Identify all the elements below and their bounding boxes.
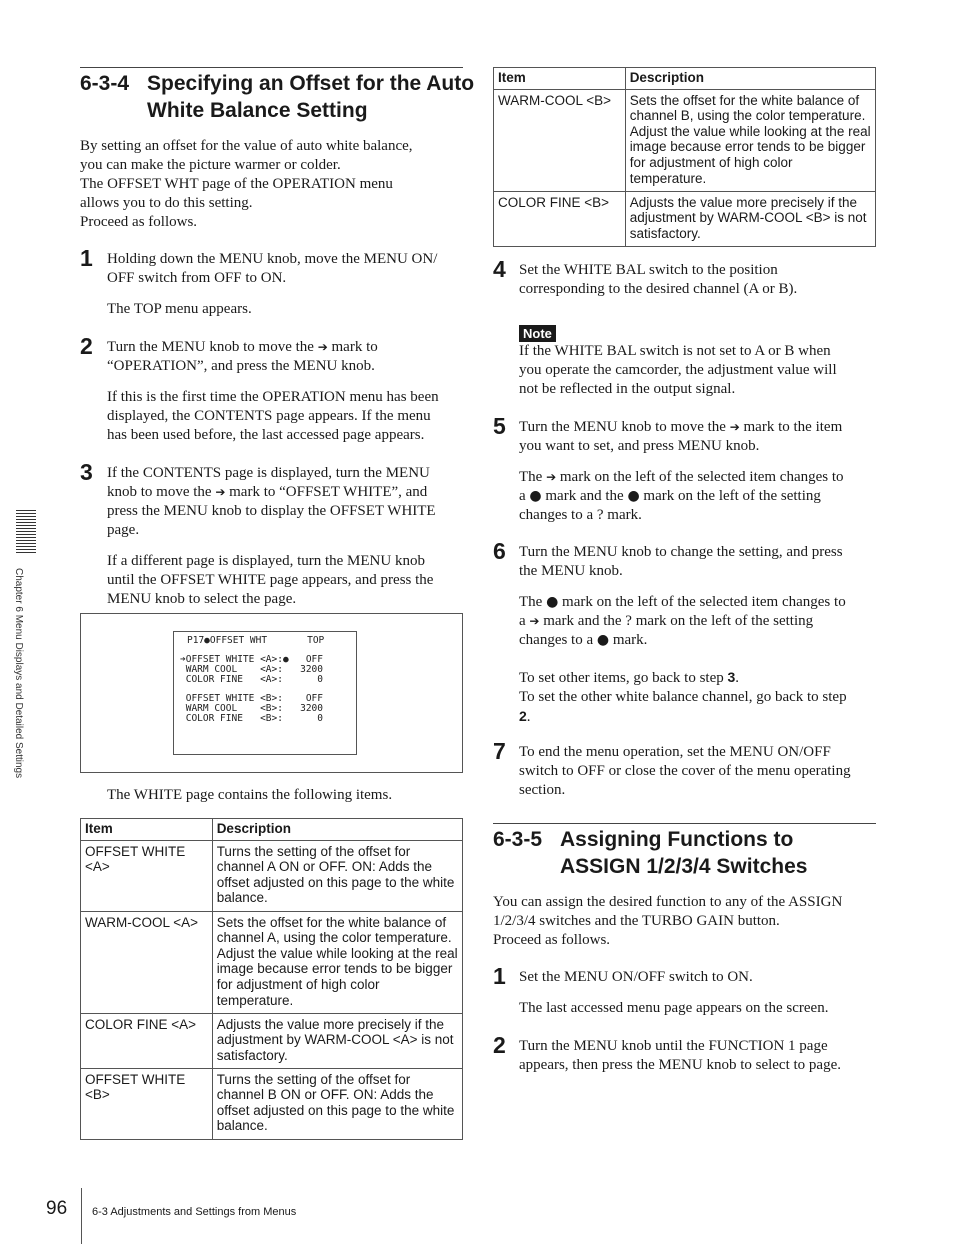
item-cell: WARM-COOL <A> (81, 911, 213, 1013)
item-cell: COLOR FINE <B> (494, 191, 626, 246)
table-row (81, 1013, 463, 1068)
item-cell: WARM-COOL <B> (494, 89, 626, 191)
step-3-text: If the CONTENTS page is displayed, turn the MENU knob to move the ➔ mark to “OFFSET WHITE”, and press the MENU knob to display the OFFSET WHITE page. If a different page is displayed, turn the MENU knob until the OFFSET WHITE page appears, and press the MENU knob to select the page. (107, 465, 436, 607)
items-table-continued (493, 67, 876, 247)
step-number: 5 (493, 413, 506, 439)
step-4-text: Set the WHITE BAL switch to the position corresponding to the desired channel (A or B). (519, 262, 798, 297)
screen-line: WARM COOL <B>: 3200 (180, 703, 323, 714)
header-item: Item (81, 819, 213, 841)
screen-line: OFFSET WHITE <B>: OFF (180, 693, 323, 704)
description-cell: Sets the offset for the white balance of channel B, using the color temperature. Adjust the value while looking at the real image because error tends to be bigger for adjustment of high color temperature. (625, 89, 875, 191)
section-heading (493, 826, 876, 882)
step-ref: 2 (519, 708, 527, 724)
section-number: 6-3-4 (80, 72, 130, 95)
dot-icon: ● (627, 488, 640, 504)
screen-line: ➔OFFSET WHITE <A>:● OFF (180, 654, 323, 665)
intro-paragraph: By setting an offset for the value of auto white balance, you can make the picture warmer or colder. The OFFSET WHT page of the OPERATION menu allows you to do this setting. Proceed as follows. (80, 138, 413, 230)
page-number: 96 (46, 1198, 68, 1219)
header-description: Description (625, 68, 875, 90)
table-caption: The WHITE page contains the following items. (107, 787, 393, 803)
note-text: If the WHITE BAL switch is not set to A or B when you operate the camcorder, the adjustment value will not be reflected in the output signal. (519, 343, 837, 397)
description-cell: Adjusts the value more precisely if the adjustment by WARM-COOL <A> is not satisfactory. (212, 1013, 462, 1068)
step-number: 2 (80, 333, 93, 359)
description-cell: Turns the setting of the offset for channel B ON or OFF. ON: Adds the offset adjusted on this page to the white balance. (212, 1068, 462, 1139)
section-title: Assigning Functions to ASSIGN 1/2/3/4 Switches (560, 828, 808, 878)
screen-line: COLOR FINE <B>: 0 (180, 713, 323, 724)
screen-line: WARM COOL <A>: 3200 (180, 664, 323, 675)
arrow-icon: ➔ (546, 470, 557, 484)
arrow-icon: ➔ (729, 420, 740, 434)
step-number: 3 (80, 459, 93, 485)
screen-line: COLOR FINE <A>: 0 (180, 674, 323, 685)
section-number: 6-3-5 (493, 828, 543, 851)
menu-screen-display (173, 631, 357, 755)
step-number: 6 (493, 538, 506, 564)
footer-section-title: 6-3 Adjustments and Settings from Menus (92, 1206, 297, 1218)
header-description: Description (212, 819, 462, 841)
step-number: 1 (493, 963, 506, 989)
arrow-icon: ➔ (529, 614, 540, 628)
section-title: Specifying an Offset for the Auto White Balance Setting (147, 72, 475, 122)
footer-divider (81, 1188, 82, 1244)
step-number: 1 (80, 245, 93, 271)
step-number: 7 (493, 738, 506, 764)
table-row (494, 89, 876, 191)
dot-icon: ● (596, 632, 610, 648)
item-cell: COLOR FINE <A> (81, 1013, 213, 1068)
dot-icon: ● (546, 594, 559, 610)
items-table (80, 818, 463, 1140)
table-row (81, 1068, 463, 1139)
step-1-text: Set the MENU ON/OFF switch to ON. The last accessed menu page appears on the screen. (519, 969, 829, 1016)
step-2-text: Turn the MENU knob until the FUNCTION 1 page appears, then press the MENU knob to select to page. (519, 1038, 841, 1073)
arrow-icon: ➔ (215, 485, 226, 499)
intro-paragraph: You can assign the desired function to any of the ASSIGN 1/2/3/4 switches and the TURBO GAIN button. Proceed as follows. (493, 894, 843, 948)
table-header-row (494, 68, 876, 90)
note-badge: Note (519, 325, 556, 342)
item-cell: OFFSET WHITE <B> (81, 1068, 213, 1139)
header-item: Item (494, 68, 626, 90)
step-number: 4 (493, 256, 506, 282)
step-number: 2 (493, 1032, 506, 1058)
step-7-text: To end the menu operation, set the MENU ON/OFF switch to OFF or close the cover of the menu operating section. (519, 744, 851, 798)
chapter-tab-marker (16, 510, 36, 554)
dot-icon: ● (529, 488, 542, 504)
step-6-text: Turn the MENU knob to change the setting, and press the MENU knob. The ● mark on the left of the selected item changes to a ➔ mark and the ? mark on the left of the setting changes to a ● mark. To set other items, go back to step 3. To set the other white balance channel, go back to step 2. (519, 544, 847, 725)
table-row (494, 191, 876, 246)
section-rule (493, 823, 876, 824)
step-ref: 3 (727, 669, 736, 685)
arrow-icon: ➔ (317, 340, 328, 354)
table-row (81, 911, 463, 1013)
section-heading (80, 70, 475, 126)
chapter-side-label: Chapter 6 Menu Displays and Detailed Settings (13, 568, 24, 779)
step-5-text: Turn the MENU knob to move the ➔ mark to the item you want to set, and press MENU knob. The ➔ mark on the left of the selected item changes to a ● mark and the ● mark on the left of the setting changes to a ? mark. (519, 419, 844, 523)
description-cell: Turns the setting of the offset for channel A ON or OFF. ON: Adds the offset adjusted on this page to the white balance. (212, 840, 462, 911)
description-cell: Adjusts the value more precisely if the adjustment by WARM-COOL <B> is not satisfactory. (625, 191, 875, 246)
item-cell: OFFSET WHITE <A> (81, 840, 213, 911)
screen-line: P17●OFFSET WHT TOP (187, 635, 325, 646)
section-rule (80, 67, 463, 68)
table-header-row (81, 819, 463, 841)
description-cell: Sets the offset for the white balance of channel A, using the color temperature. Adjust the value while looking at the real image because error tends to be bigger for adjustment of high color temperature. (212, 911, 462, 1013)
step-2-text: Turn the MENU knob to move the ➔ mark to “OPERATION”, and press the MENU knob. If this is the first time the OPERATION menu has been displayed, the CONTENTS page appears. If the menu has been used before, the last accessed page appears. (107, 339, 439, 443)
step-1-text: Holding down the MENU knob, move the MENU ON/ OFF switch from OFF to ON. The TOP menu appears. (107, 251, 438, 317)
table-row (81, 840, 463, 911)
